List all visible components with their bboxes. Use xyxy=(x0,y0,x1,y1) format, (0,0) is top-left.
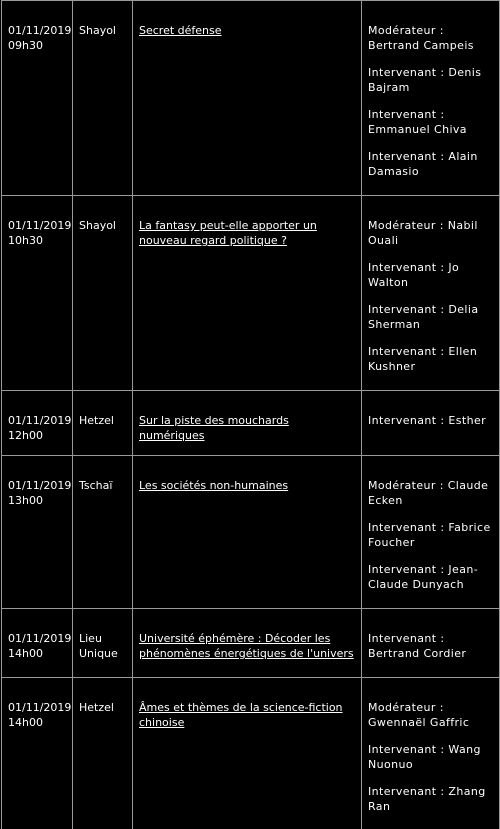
participant: Intervenant : Denis Bajram xyxy=(368,66,482,94)
session-time: 14h00 xyxy=(8,716,43,729)
schedule-table xyxy=(1,0,500,829)
people-cell xyxy=(362,196,500,391)
title-cell xyxy=(133,196,362,391)
date-cell xyxy=(2,678,73,829)
date-cell xyxy=(2,456,73,609)
participant: Modérateur : Bertrand Campeis xyxy=(368,24,474,52)
table-row xyxy=(2,196,500,391)
people-cell xyxy=(362,456,500,609)
table-row xyxy=(2,456,500,609)
session-title-link[interactable]: Sur la piste des mouchards numériques xyxy=(139,414,289,442)
session-title-link[interactable]: Secret défense xyxy=(139,24,222,37)
people-cell xyxy=(362,1,500,196)
session-title-link[interactable]: Âmes et thèmes de la science-fiction chinoise xyxy=(139,701,343,729)
table-row xyxy=(2,678,500,829)
table-row xyxy=(2,391,500,456)
participant: Intervenant : Jo Walton xyxy=(368,261,460,289)
participant: Intervenant : Esther xyxy=(368,414,487,427)
date-cell xyxy=(2,196,73,391)
session-time: 12h00 xyxy=(8,429,43,442)
session-time: 13h00 xyxy=(8,494,43,507)
session-title-link[interactable]: La fantasy peut-elle apporter un nouveau regard politique ? xyxy=(139,219,317,247)
session-date: 01/11/2019 xyxy=(8,632,72,645)
participant: Intervenant : Ellen Kushner xyxy=(368,345,478,373)
session-time: 14h00 xyxy=(8,647,43,660)
session-date: 01/11/2019 xyxy=(8,219,72,232)
people-cell xyxy=(362,678,500,829)
participant: Modérateur : Nabil Ouali xyxy=(368,219,478,247)
room-cell: Hetzel xyxy=(73,391,133,456)
date-cell xyxy=(2,391,73,456)
session-date: 01/11/2019 xyxy=(8,479,72,492)
table-row xyxy=(2,609,500,678)
people-cell xyxy=(362,391,500,456)
participant: Intervenant : Fabrice Foucher xyxy=(368,521,491,549)
session-date: 01/11/2019 xyxy=(8,414,72,427)
room-cell: Lieu Unique xyxy=(73,609,133,678)
session-title-link[interactable]: Université éphémère : Décoder les phénomènes énergétiques de l'univers xyxy=(139,632,354,660)
title-cell xyxy=(133,391,362,456)
table-row xyxy=(2,1,500,196)
participant: Intervenant : Jean-Claude Dunyach xyxy=(368,563,479,591)
room-cell: Tschaï xyxy=(73,456,133,609)
participant: Intervenant : Alain Damasio xyxy=(368,150,478,178)
title-cell xyxy=(133,678,362,829)
participant: Modérateur : Gwennaël Gaffric xyxy=(368,701,470,729)
date-cell xyxy=(2,1,73,196)
room-cell: Hetzel xyxy=(73,678,133,829)
session-time: 10h30 xyxy=(8,234,43,247)
session-title-link[interactable]: Les sociétés non-humaines xyxy=(139,479,289,492)
title-cell xyxy=(133,1,362,196)
participant: Intervenant : Emmanuel Chiva xyxy=(368,108,467,136)
participant: Intervenant : Bertrand Cordier xyxy=(368,632,467,660)
participant: Modérateur : Claude Ecken xyxy=(368,479,489,507)
people-cell xyxy=(362,609,500,678)
room-cell: Shayol xyxy=(73,1,133,196)
title-cell xyxy=(133,456,362,609)
session-time: 09h30 xyxy=(8,39,43,52)
participant: Intervenant : Wang Nuonuo xyxy=(368,743,481,771)
room-cell: Shayol xyxy=(73,196,133,391)
session-date: 01/11/2019 xyxy=(8,701,72,714)
participant: Intervenant : Zhang Ran xyxy=(368,785,486,813)
session-date: 01/11/2019 xyxy=(8,24,72,37)
date-cell xyxy=(2,609,73,678)
participant: Intervenant : Delia Sherman xyxy=(368,303,479,331)
title-cell xyxy=(133,609,362,678)
